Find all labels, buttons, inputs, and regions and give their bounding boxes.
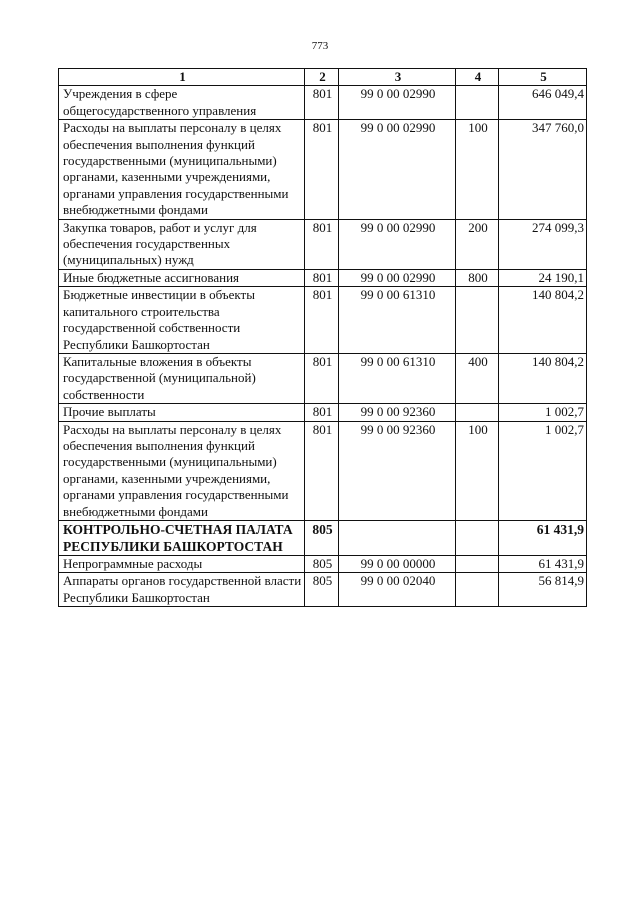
row-target-article: 99 0 00 92360 xyxy=(339,421,456,520)
row-name: Непрограммные расходы xyxy=(59,555,305,572)
row-amount: 24 190,1 xyxy=(499,269,587,286)
row-name: Аппараты органов государственной власти Республики Башкортостан xyxy=(59,573,305,607)
row-department-code: 801 xyxy=(305,353,339,403)
row-department-code: 801 xyxy=(305,421,339,520)
row-name: Расходы на выплаты персоналу в целях обеспечения выполнения функций государственными (муниципальными) органами, казенными учреждениями, органами управления государственными внебюджетными фондами xyxy=(59,120,305,219)
row-department-code: 801 xyxy=(305,269,339,286)
table-row xyxy=(59,421,587,520)
row-department-code: 801 xyxy=(305,219,339,269)
row-expense-type: 100 xyxy=(456,120,499,219)
table-row xyxy=(59,86,587,120)
header-col-4: 4 xyxy=(456,69,499,86)
row-name: КОНТРОЛЬНО-СЧЕТНАЯ ПАЛАТА РЕСПУБЛИКИ БАШКОРТОСТАН xyxy=(59,520,305,555)
row-name: Иные бюджетные ассигнования xyxy=(59,269,305,286)
budget-table xyxy=(58,68,587,607)
row-department-code: 801 xyxy=(305,404,339,421)
row-amount: 1 002,7 xyxy=(499,404,587,421)
table-row xyxy=(59,573,587,607)
table-row xyxy=(59,353,587,403)
row-department-code: 801 xyxy=(305,86,339,120)
row-department-code: 801 xyxy=(305,120,339,219)
row-expense-type xyxy=(456,404,499,421)
table-row xyxy=(59,404,587,421)
row-amount: 274 099,3 xyxy=(499,219,587,269)
row-amount: 646 049,4 xyxy=(499,86,587,120)
row-target-article: 99 0 00 02990 xyxy=(339,219,456,269)
row-target-article: 99 0 00 02990 xyxy=(339,269,456,286)
row-department-code: 805 xyxy=(305,520,339,555)
table-row-section-header xyxy=(59,520,587,555)
row-target-article: 99 0 00 02040 xyxy=(339,573,456,607)
header-col-1: 1 xyxy=(59,69,305,86)
table-row xyxy=(59,219,587,269)
row-name: Прочие выплаты xyxy=(59,404,305,421)
table-header-row xyxy=(59,69,587,86)
header-col-3: 3 xyxy=(339,69,456,86)
row-name: Закупка товаров, работ и услуг для обеспечения государственных (муниципальных) нужд xyxy=(59,219,305,269)
row-amount: 61 431,9 xyxy=(499,520,587,555)
table-row xyxy=(59,269,587,286)
row-expense-type xyxy=(456,520,499,555)
row-expense-type: 100 xyxy=(456,421,499,520)
row-target-article: 99 0 00 02990 xyxy=(339,86,456,120)
row-name: Бюджетные инвестиции в объекты капитального строительства государственной собственности Республики Башкортостан xyxy=(59,287,305,354)
row-name: Учреждения в сфере общегосударственного управления xyxy=(59,86,305,120)
row-expense-type: 200 xyxy=(456,219,499,269)
row-target-article: 99 0 00 00000 xyxy=(339,555,456,572)
table-row xyxy=(59,555,587,572)
row-amount: 56 814,9 xyxy=(499,573,587,607)
row-expense-type xyxy=(456,86,499,120)
row-name: Расходы на выплаты персоналу в целях обеспечения выполнения функций государственными (муниципальными) органами, казенными учреждениями, органами управления государственными внебюджетными фондами xyxy=(59,421,305,520)
page-number: 773 xyxy=(311,40,329,52)
header-col-5: 5 xyxy=(499,69,587,86)
row-name: Капитальные вложения в объекты государственной (муниципальной) собственности xyxy=(59,353,305,403)
row-expense-type: 400 xyxy=(456,353,499,403)
row-target-article: 99 0 00 61310 xyxy=(339,287,456,354)
header-col-2: 2 xyxy=(305,69,339,86)
table-row xyxy=(59,120,587,219)
row-expense-type xyxy=(456,287,499,354)
row-target-article: 99 0 00 61310 xyxy=(339,353,456,403)
row-target-article: 99 0 00 92360 xyxy=(339,404,456,421)
table-row xyxy=(59,287,587,354)
row-amount: 61 431,9 xyxy=(499,555,587,572)
row-department-code: 801 xyxy=(305,287,339,354)
row-department-code: 805 xyxy=(305,573,339,607)
row-amount: 140 804,2 xyxy=(499,287,587,354)
row-expense-type xyxy=(456,573,499,607)
row-target-article xyxy=(339,520,456,555)
row-amount: 347 760,0 xyxy=(499,120,587,219)
row-expense-type xyxy=(456,555,499,572)
row-expense-type: 800 xyxy=(456,269,499,286)
row-amount: 140 804,2 xyxy=(499,353,587,403)
row-target-article: 99 0 00 02990 xyxy=(339,120,456,219)
row-department-code: 805 xyxy=(305,555,339,572)
row-amount: 1 002,7 xyxy=(499,421,587,520)
